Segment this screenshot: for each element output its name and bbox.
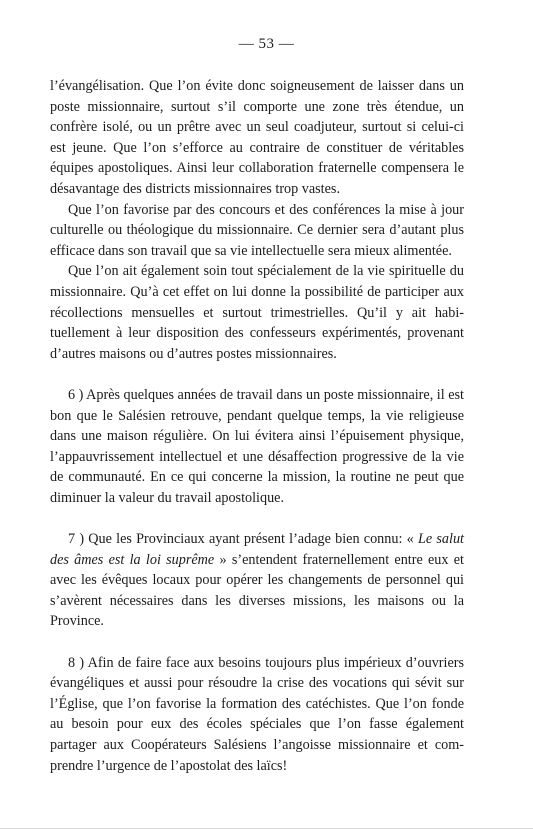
- paragraph-formation: Que l’on favorise par des concours et des conférences la mise à jour culturelle ou théologique du missionnaire. Ce dernier sera d’autant plus efficace dans son travail que sa vie intellectuelle sera mieux alimentée.: [50, 201, 464, 259]
- page-number: — 53 —: [238, 36, 295, 52]
- point-7-quote: Le salut des âmes est la loi suprême: [50, 531, 465, 568]
- paragraph-point-6: 6 ) Après quelques années de travail dans un poste missionnaire, il est bon que le Salésien retrouve, pendant quelque temps, la vie religieuse dans une maison régulière. On lui évitera ainsi l’épuisement physique, l’appauvrissement intellectuel et une désaffection progressive de la vie de communauté. En ce qui concerne la mission, la routine ne peut que diminuer la valeur du travail apostolique.: [50, 386, 464, 506]
- body-text: [50, 76, 464, 776]
- point-7-text-start: 7 ) Que les Provinciaux ayant présent l’adage bien connu: «: [68, 531, 418, 548]
- paragraph-spiritual-life: Que l’on ait également soin tout spécialement de la vie spirituelle du missionnaire. Qu’à cet effet on lui donne la possibilité de participer aux récollections mensuelles et surtout trimestrielles. Qu’il y ait habituellement à leur disposition des confesseurs expérimentés, provenant d’autres maisons ou d’autres postes missionnaires.: [50, 263, 464, 362]
- paragraph-point-7: [50, 529, 464, 632]
- point-7-text-end: » s’entendent fraternellement entre eux et avec les évêques locaux pour opérer les changements de personnel qui s’avèrent nécessaires dans les diverses missions, les maisons ou la Province.: [50, 551, 464, 630]
- paragraph-continuation: l’évangélisation. Que l’on évite donc soigneusement de laisser dans un poste missionnaire, surtout s’il comporte une zone très étendue, un confrère isolé, ou un prêtre avec un seul coadjuteur, surtout si celui-ci est jeune. Que l’on s’efforce au contraire de constituer de véritables équipes apostoliques. Ainsi leur collaboration fraternelle compensera le désavantage des districts missionnaires trop vastes.: [50, 78, 464, 197]
- paragraph-point-8: 8 ) Afin de faire face aux besoins toujours plus impérieux d’ouvriers évangéliques et aussi pour résoudre la crise des vocations qui sévit sur l’Église, que l’on favorise la formation des catéchistes. Que l’on fonde au besoin pour eux des écoles spéciales que l’on fasse également partager aux Coopérateurs Salésiens l’angoisse missionnaire et comprendre l’urgence de l’apostolat des laïcs!: [50, 654, 464, 774]
